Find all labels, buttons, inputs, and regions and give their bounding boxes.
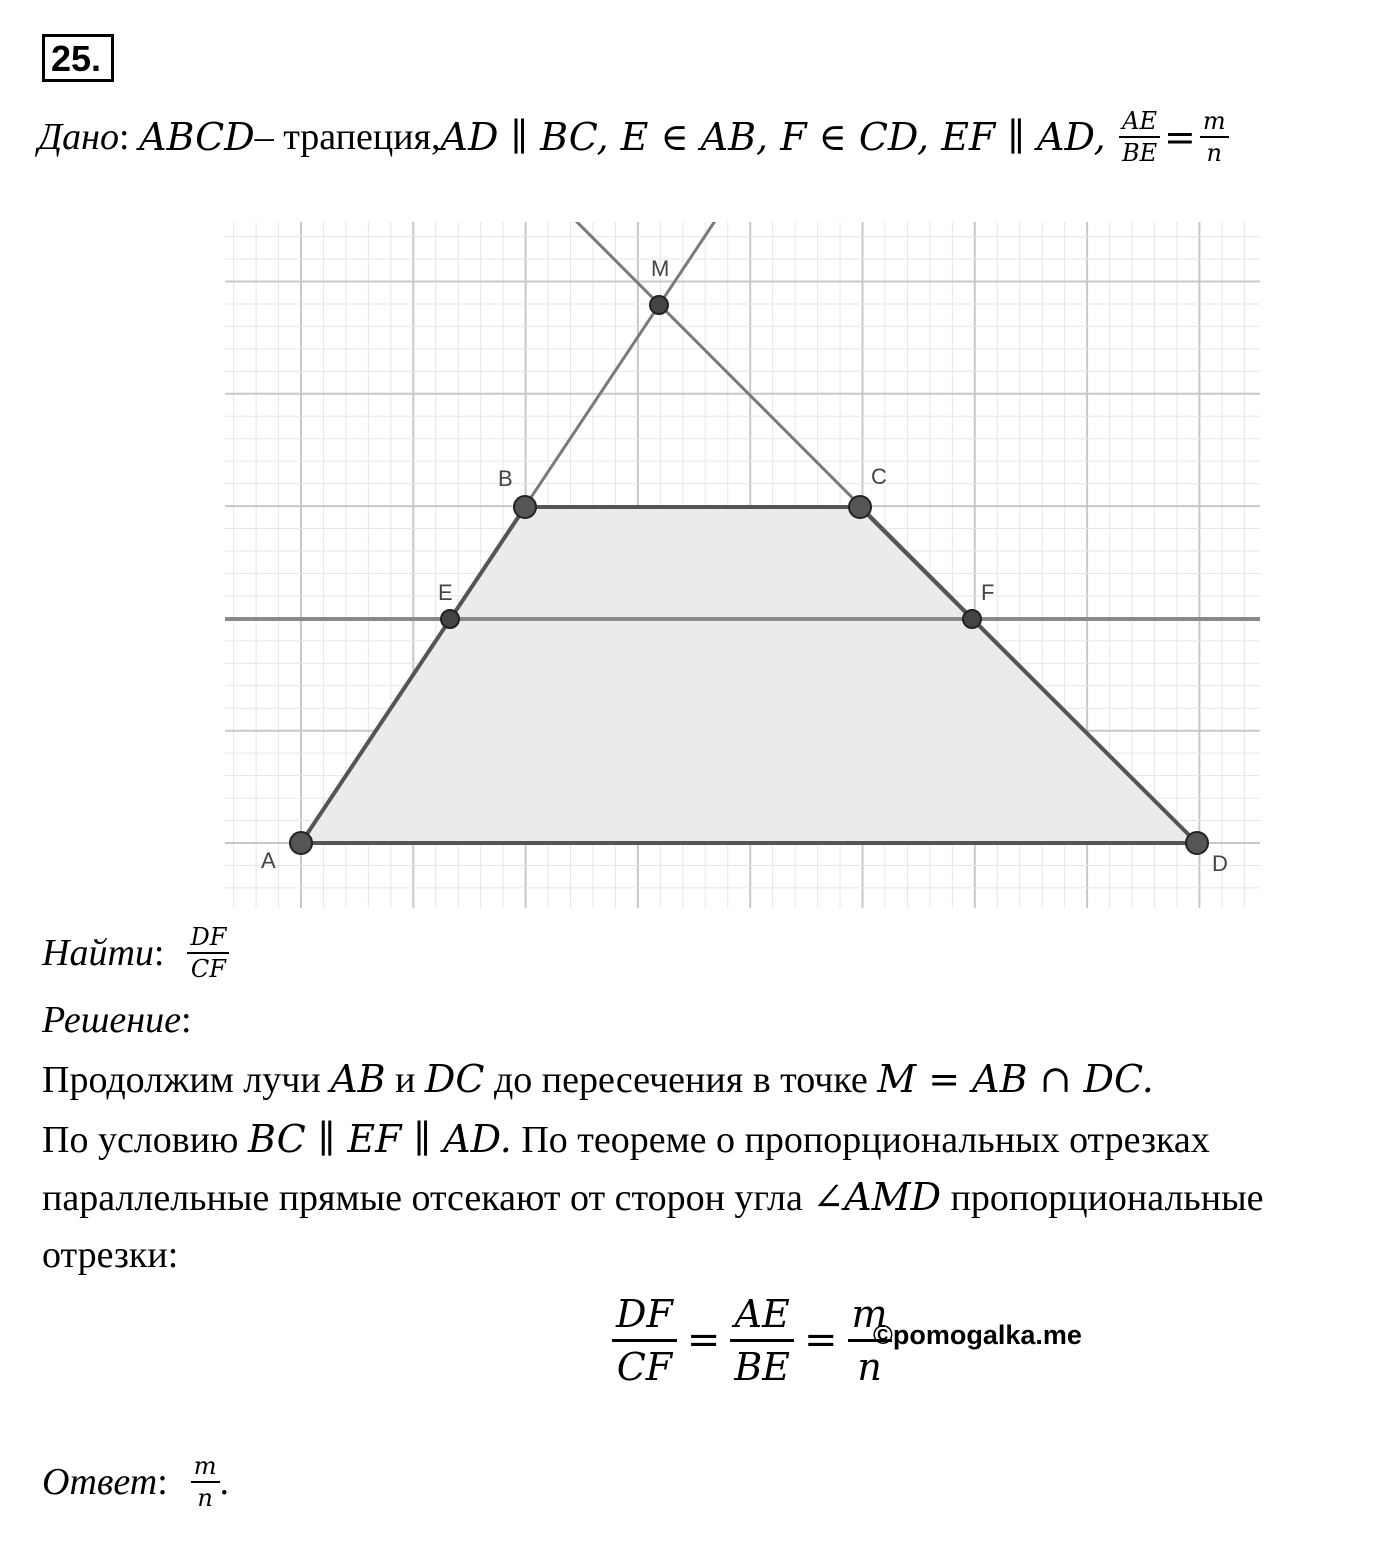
- point-d: [1186, 832, 1208, 854]
- label-m: M: [651, 256, 670, 281]
- label-f: F: [981, 580, 995, 605]
- proportion-formula: $\frac{DF}{CF}$ = $\frac{AE}{BE}$ = $\frac{m}{n}$: [608, 1285, 896, 1395]
- point-e: [441, 610, 459, 628]
- problem-number: 25.: [42, 34, 114, 82]
- point-m: [650, 296, 668, 314]
- find-line: Найти : $\frac{DF}{CF}$: [42, 915, 233, 991]
- solution-line-2: По условию BC ∥ EF ∥ AD. По теореме о пропорциональных отрезках: [42, 1117, 1210, 1161]
- point-c: [849, 496, 871, 518]
- point-a: [290, 832, 312, 854]
- watermark: ©pomogalka.me: [873, 1320, 1082, 1350]
- point-b: [514, 496, 536, 518]
- label-b: B: [498, 466, 513, 491]
- answer-fraction: $\frac{m}{n}$: [191, 1451, 220, 1513]
- formula-m-n: $\frac{m}{n}$: [848, 1289, 892, 1392]
- find-fraction: $\frac{DF}{CF}$: [187, 922, 229, 984]
- label-d: D: [1212, 851, 1228, 876]
- formula-df-cf: $\frac{DF}{CF}$: [612, 1289, 677, 1392]
- given-mn-fraction: $\frac{m}{n}$: [1200, 106, 1229, 168]
- solution-label: Решение: [42, 999, 181, 1041]
- solution-line-1: Продолжим лучи AB и DC до пересечения в точке M = AB ∩ DC.: [42, 1057, 1154, 1101]
- point-f: [963, 610, 981, 628]
- label-e: E: [438, 580, 453, 605]
- solution-heading: Решение:: [42, 999, 192, 1041]
- label-a: A: [261, 848, 276, 873]
- find-label: Найти: [42, 932, 154, 974]
- given-abcd: ABCD: [139, 115, 255, 159]
- answer-label: Ответ: [42, 1461, 158, 1503]
- given-line: Дано : ABCD – трапеция, AD ∥ BC, E ∈ AB, F ∈ CD, EF ∥ AD, $\frac{AE}{BE}$ = $\frac{m}{n}$: [38, 100, 1233, 174]
- given-conditions: AD ∥ BC, E ∈ AB, F ∈ CD, EF ∥ AD,: [440, 115, 1106, 159]
- given-trapezoid: – трапеция,: [254, 116, 441, 158]
- formula-ae-be: $\frac{AE}{BE}$: [730, 1289, 794, 1392]
- given-ratio-fraction: $\frac{AE}{BE}$: [1119, 106, 1160, 168]
- solution-line-4: отрезки:: [42, 1234, 179, 1276]
- answer-line: Ответ : $\frac{m}{n}$ .: [42, 1452, 230, 1512]
- solution-line-3: параллельные прямые отсекают от сторон угла ∠AMD пропорциональные: [42, 1175, 1264, 1219]
- label-c: C: [871, 464, 887, 489]
- given-label: Дано: [38, 116, 120, 158]
